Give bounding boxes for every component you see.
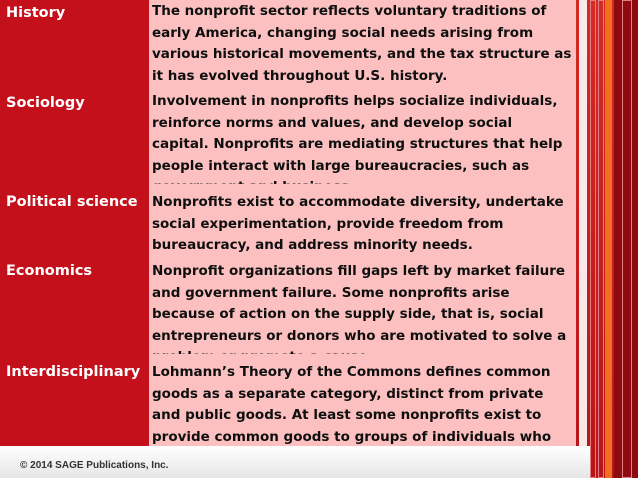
- description-cell: Nonprofits exist to accommodate diversity, undertake social experimentation, provide freedom from bureaucracy, and address minority needs.: [149, 184, 576, 254]
- decorative-bar: [579, 0, 587, 478]
- table-row: [0, 354, 576, 446]
- table-row: [0, 254, 576, 354]
- copyright-notice: © 2014 SAGE Publications, Inc.: [20, 460, 169, 471]
- discipline-cell: Interdisciplinary: [0, 354, 149, 446]
- table-row: [0, 90, 576, 184]
- decorative-bar: [622, 0, 632, 478]
- description-cell: Involvement in nonprofits helps socialize individuals, reinforce norms and values, and develop social capital. Nonprofits are mediating structures that help people interact with large bureaucracies, such as: [149, 90, 576, 184]
- discipline-cell: Sociology: [0, 90, 149, 184]
- decorative-bar: [598, 0, 604, 478]
- decorative-bar: [605, 0, 612, 478]
- table-row: [0, 0, 576, 90]
- discipline-cell: History: [0, 0, 149, 90]
- table-row: [0, 184, 576, 254]
- discipline-cell: Economics: [0, 254, 149, 354]
- discipline-cell: Political science: [0, 184, 149, 254]
- decorative-bar: [590, 0, 596, 478]
- description-cell: Nonprofit organizations fill gaps left by market failure and government failure. Some nonprofits arise because of action on the supply side, that is, social entrepreneurs or donors who are motivated to solve a: [149, 254, 576, 354]
- description-cell: Lohmann’s Theory of the Commons defines common goods as a separate category, distinct from private and public goods. At least some nonprofits exist to provide common goods to groups of individuals who: [149, 354, 576, 446]
- footer-strip: [0, 446, 590, 478]
- description-cell: The nonprofit sector reflects voluntary traditions of early America, changing social needs arising from various historical movements, and the tax structure as it has evolved throughout U.S. history.: [149, 0, 576, 90]
